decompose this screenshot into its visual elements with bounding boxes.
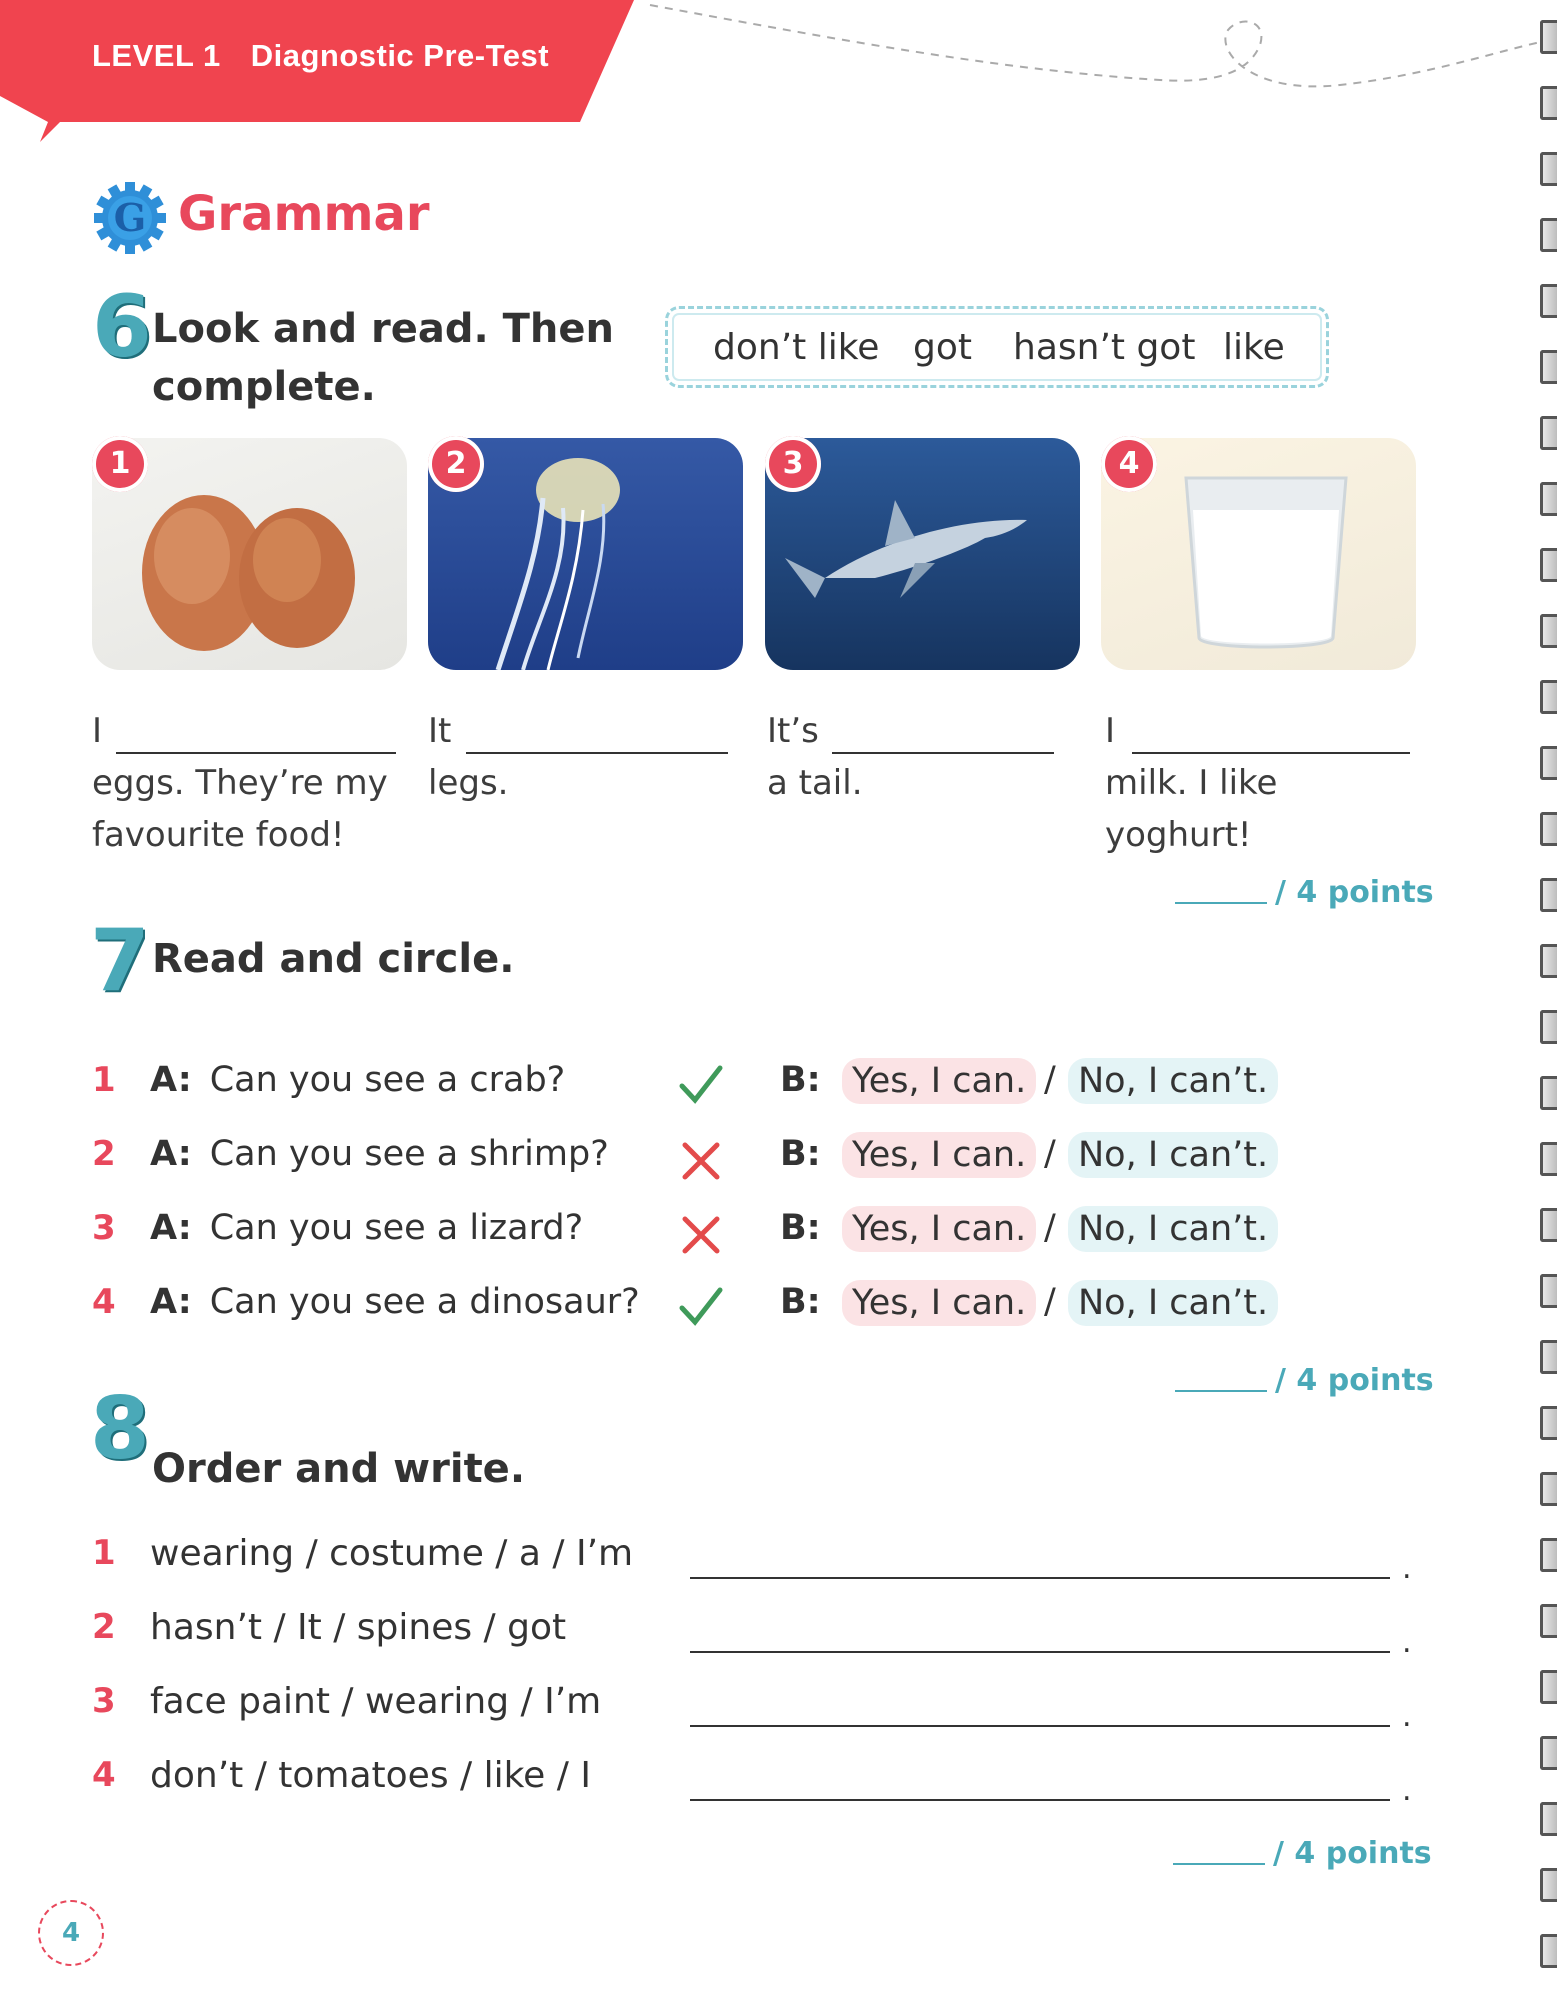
page-number: 4 bbox=[38, 1900, 104, 1966]
exercise-8-title: Order and write. bbox=[152, 1446, 526, 1492]
period-mark: . bbox=[1402, 1699, 1412, 1734]
exercise-6-title bbox=[152, 300, 614, 416]
scrambled-words-1: wearing / costume / a / I’m bbox=[150, 1533, 634, 1574]
score-blank[interactable] bbox=[1175, 1390, 1267, 1392]
question-text: Can you see a lizard? bbox=[209, 1208, 584, 1248]
test-title: Diagnostic Pre-Test bbox=[250, 38, 550, 73]
period-mark: . bbox=[1402, 1551, 1412, 1586]
option-yes[interactable]: Yes, I can. bbox=[842, 1206, 1036, 1252]
points-label: / 4 points bbox=[1275, 1363, 1434, 1398]
binding-ring bbox=[1540, 1142, 1557, 1176]
binding-ring bbox=[1540, 1538, 1557, 1572]
points-label: / 4 points bbox=[1275, 875, 1434, 910]
option-no[interactable]: No, I can’t. bbox=[1068, 1132, 1278, 1178]
speaker-b-label: B: bbox=[780, 1060, 821, 1100]
row-number: 1 bbox=[92, 1060, 116, 1100]
word-bank-item: don’t like bbox=[713, 327, 880, 368]
binding-ring bbox=[1540, 152, 1557, 186]
answer-blank-2[interactable] bbox=[466, 752, 728, 754]
row-number: 3 bbox=[92, 1208, 116, 1248]
option-no[interactable]: No, I can’t. bbox=[1068, 1206, 1278, 1252]
sentence-prefix: I bbox=[92, 711, 103, 751]
speaker-b-label: B: bbox=[780, 1208, 821, 1248]
word-bank bbox=[665, 306, 1329, 388]
question-text: Can you see a dinosaur? bbox=[209, 1282, 640, 1322]
row-number: 4 bbox=[92, 1755, 116, 1795]
speaker-a-label: A: bbox=[150, 1060, 192, 1100]
question-text: Can you see a crab? bbox=[209, 1060, 566, 1100]
binding-ring bbox=[1540, 548, 1557, 582]
binding-ring bbox=[1540, 86, 1557, 120]
sentence-4 bbox=[1105, 705, 1277, 861]
sentence-3 bbox=[767, 705, 863, 809]
speaker-a-label: A: bbox=[150, 1208, 192, 1248]
option-yes[interactable]: Yes, I can. bbox=[842, 1132, 1036, 1178]
cross-icon bbox=[678, 1138, 724, 1184]
option-yes[interactable]: Yes, I can. bbox=[842, 1280, 1036, 1326]
word-bank-item: like bbox=[1223, 327, 1285, 368]
option-separator: / bbox=[1044, 1134, 1056, 1174]
sentence-prefix: It bbox=[428, 711, 452, 751]
binding-ring bbox=[1540, 1868, 1557, 1902]
score-blank[interactable] bbox=[1175, 902, 1267, 904]
item-number-badge: 1 bbox=[92, 436, 148, 492]
item-number-badge: 4 bbox=[1101, 436, 1157, 492]
item-number-badge: 2 bbox=[428, 436, 484, 492]
binding-ring bbox=[1540, 482, 1557, 516]
item-number-badge: 3 bbox=[765, 436, 821, 492]
check-icon bbox=[678, 1284, 724, 1330]
scrambled-words-4: don’t / tomatoes / like / I bbox=[150, 1755, 591, 1796]
sentence-2 bbox=[428, 705, 508, 809]
row-number: 2 bbox=[92, 1134, 116, 1174]
period-mark: . bbox=[1402, 1625, 1412, 1660]
binding-ring bbox=[1540, 878, 1557, 912]
points-label: / 4 points bbox=[1273, 1836, 1432, 1871]
level-label: LEVEL 1 bbox=[92, 38, 221, 73]
check-icon bbox=[678, 1062, 724, 1108]
write-answer-line[interactable] bbox=[690, 1577, 1390, 1579]
binding-ring bbox=[1540, 284, 1557, 318]
binding-ring bbox=[1540, 20, 1557, 54]
option-no[interactable]: No, I can’t. bbox=[1068, 1058, 1278, 1104]
sentence-1 bbox=[92, 705, 388, 861]
svg-text:G: G bbox=[113, 195, 147, 240]
sentence-prefix: It’s bbox=[767, 711, 819, 751]
sentence-line: a tail. bbox=[767, 763, 863, 803]
sentence-line: legs. bbox=[428, 763, 509, 803]
option-separator: / bbox=[1044, 1282, 1056, 1322]
sentence-line: milk. I like bbox=[1105, 763, 1278, 803]
score-blank[interactable] bbox=[1173, 1863, 1265, 1865]
speaker-a-label: A: bbox=[150, 1282, 192, 1322]
answer-blank-3[interactable] bbox=[832, 752, 1054, 754]
binding-ring bbox=[1540, 812, 1557, 846]
exercise-6-score bbox=[1175, 875, 1434, 910]
answer-blank-4[interactable] bbox=[1132, 752, 1410, 754]
speaker-b-label: B: bbox=[780, 1134, 821, 1174]
decorative-dashed-path bbox=[640, 0, 1560, 120]
sentence-line: favourite food! bbox=[92, 815, 345, 855]
binding-ring bbox=[1540, 1406, 1557, 1440]
binding-ring bbox=[1540, 680, 1557, 714]
sentence-line: yoghurt! bbox=[1105, 815, 1252, 855]
row-number: 4 bbox=[92, 1282, 116, 1322]
write-answer-line[interactable] bbox=[690, 1651, 1390, 1653]
option-separator: / bbox=[1044, 1208, 1056, 1248]
spiral-binding bbox=[1540, 20, 1563, 2000]
gear-g-icon bbox=[90, 178, 170, 258]
exercise-8-number: 8 bbox=[90, 1379, 150, 1479]
question-4 bbox=[150, 1282, 640, 1322]
binding-ring bbox=[1540, 1208, 1557, 1242]
exercise-6-number: 6 bbox=[92, 277, 152, 377]
exercise-7-number: 7 bbox=[90, 911, 150, 1011]
period-mark: . bbox=[1402, 1773, 1412, 1808]
row-number: 2 bbox=[92, 1607, 116, 1647]
binding-ring bbox=[1540, 746, 1557, 780]
question-2 bbox=[150, 1134, 609, 1174]
exercise-6-title-line2: complete. bbox=[152, 364, 376, 410]
binding-ring bbox=[1540, 1472, 1557, 1506]
binding-ring bbox=[1540, 1340, 1557, 1374]
binding-ring bbox=[1540, 218, 1557, 252]
section-title: Grammar bbox=[178, 186, 430, 242]
binding-ring bbox=[1540, 944, 1557, 978]
exercise-7-score bbox=[1175, 1363, 1434, 1398]
option-yes[interactable]: Yes, I can. bbox=[842, 1058, 1036, 1104]
exercise-8-score bbox=[1173, 1836, 1432, 1871]
binding-ring bbox=[1540, 1934, 1557, 1968]
scrambled-words-3: face paint / wearing / I’m bbox=[150, 1681, 602, 1722]
header-title bbox=[92, 38, 549, 74]
exercise-6-title-line1: Look and read. Then bbox=[152, 306, 614, 352]
binding-ring bbox=[1540, 1010, 1557, 1044]
word-bank-item: got bbox=[913, 327, 972, 368]
speaker-a-label: A: bbox=[150, 1134, 192, 1174]
binding-ring bbox=[1540, 1670, 1557, 1704]
write-answer-line[interactable] bbox=[690, 1725, 1390, 1727]
binding-ring bbox=[1540, 1076, 1557, 1110]
row-number: 3 bbox=[92, 1681, 116, 1721]
option-no[interactable]: No, I can’t. bbox=[1068, 1280, 1278, 1326]
binding-ring bbox=[1540, 614, 1557, 648]
answer-blank-1[interactable] bbox=[116, 752, 396, 754]
word-bank-item: hasn’t got bbox=[1013, 327, 1196, 368]
cross-icon bbox=[678, 1212, 724, 1258]
option-separator: / bbox=[1044, 1060, 1056, 1100]
speaker-b-label: B: bbox=[780, 1282, 821, 1322]
row-number: 1 bbox=[92, 1533, 116, 1573]
scrambled-words-2: hasn’t / It / spines / got bbox=[150, 1607, 567, 1648]
question-1 bbox=[150, 1060, 565, 1100]
binding-ring bbox=[1540, 416, 1557, 450]
binding-ring bbox=[1540, 1802, 1557, 1836]
sentence-line: eggs. They’re my bbox=[92, 763, 388, 803]
sentence-prefix: I bbox=[1105, 711, 1116, 751]
question-text: Can you see a shrimp? bbox=[209, 1134, 609, 1174]
binding-ring bbox=[1540, 1604, 1557, 1638]
exercise-7-title: Read and circle. bbox=[152, 936, 515, 982]
question-3 bbox=[150, 1208, 583, 1248]
binding-ring bbox=[1540, 350, 1557, 384]
write-answer-line[interactable] bbox=[690, 1799, 1390, 1801]
header-banner bbox=[0, 0, 640, 150]
binding-ring bbox=[1540, 1274, 1557, 1308]
binding-ring bbox=[1540, 1736, 1557, 1770]
